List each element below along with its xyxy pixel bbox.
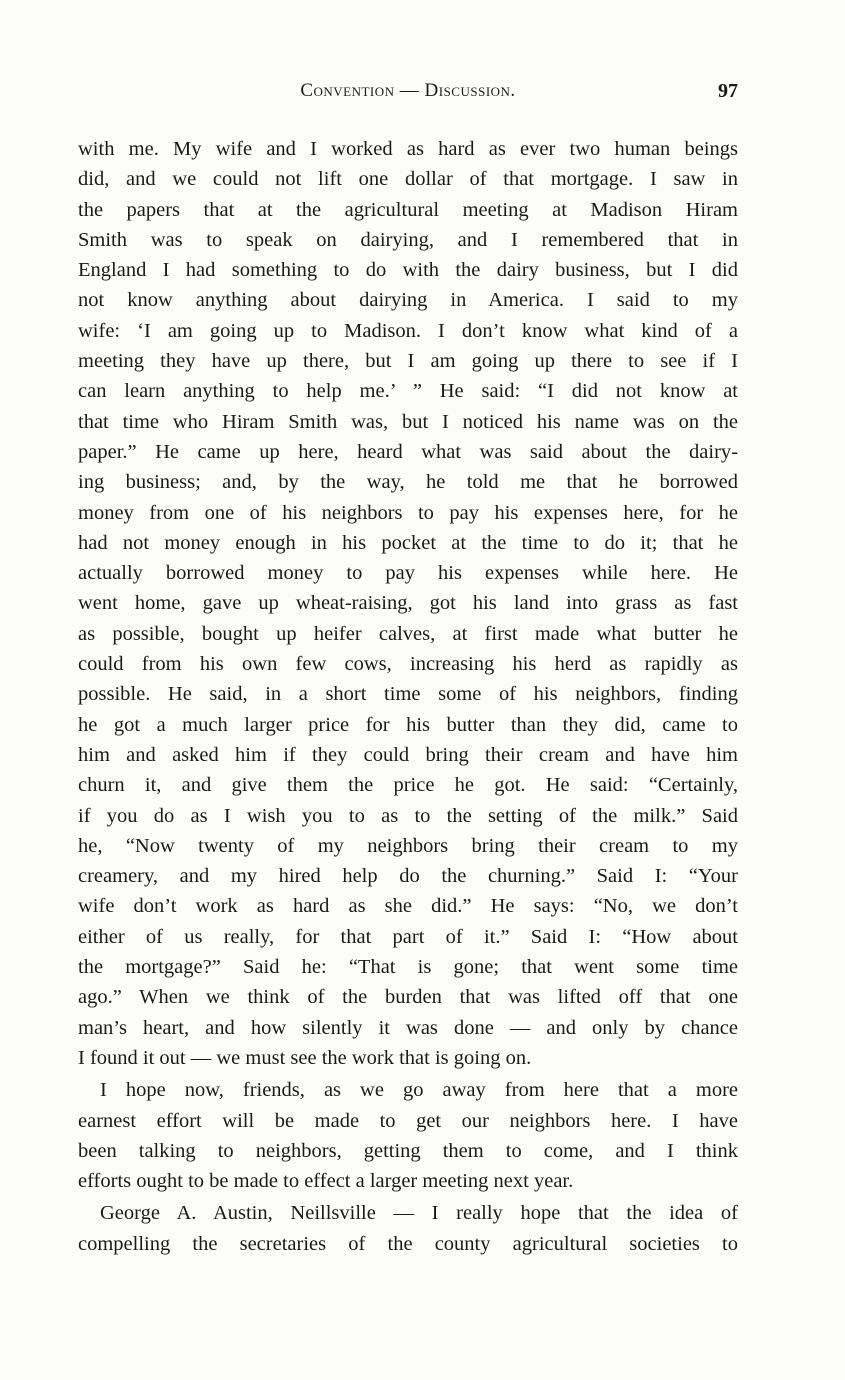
text-line: he, “Now twenty of my neighbors bring their cream to my	[78, 834, 738, 857]
paragraph	[78, 134, 738, 1073]
text-line: money from one of his neighbors to pay his expenses here, for he	[78, 501, 738, 524]
text-line: earnest effort will be made to get our neighbors here. I have	[78, 1109, 738, 1132]
text-line: ing business; and, by the way, he told me that he borrowed	[78, 471, 738, 494]
text-line: paper.” He came up here, heard what was said about the dairy-	[78, 440, 738, 463]
text-line: not know anything about dairying in America. I said to my	[78, 289, 738, 312]
text-line: actually borrowed money to pay his expenses while here. He	[78, 562, 738, 585]
body-text	[78, 134, 738, 1259]
text-line: England I had something to do with the dairy business, but I did	[78, 259, 738, 282]
paragraph	[78, 1075, 738, 1196]
text-line: possible. He said, in a short time some of his neighbors, finding	[78, 683, 738, 706]
text-line: wife: ‘I am going up to Madison. I don’t know what kind of a	[78, 319, 738, 342]
text-line: efforts ought to be made to effect a larger meeting next year.	[78, 1170, 574, 1193]
text-line: with me. My wife and I worked as hard as ever two human beings	[78, 138, 738, 160]
text-line: wife don’t work as hard as she did.” He says: “No, we don’t	[78, 895, 738, 918]
text-line: I found it out — we must see the work that is going on.	[78, 1046, 532, 1069]
text-line: went home, gave up wheat-raising, got his land into grass as fast	[78, 592, 738, 615]
text-line: if you do as I wish you to as to the setting of the milk.” Said	[78, 804, 738, 827]
running-head	[78, 80, 738, 108]
text-line: compelling the secretaries of the county agricultural societies to	[78, 1232, 738, 1255]
text-line: could from his own few cows, increasing his herd as rapidly as	[78, 653, 738, 676]
text-line: did, and we could not lift one dollar of that mortgage. I saw in	[78, 168, 738, 191]
text-line: him and asked him if they could bring their cream and have him	[78, 743, 738, 766]
text-line: that time who Hiram Smith was, but I noticed his name was on the	[78, 410, 738, 433]
running-title: Convention — Discussion.	[300, 80, 516, 101]
paragraph	[78, 1198, 738, 1259]
text-line: as possible, bought up heifer calves, at first made what butter he	[78, 622, 738, 645]
text-line: been talking to neighbors, getting them to come, and I think	[78, 1139, 738, 1162]
text-line: meeting they have up there, but I am going up there to see if I	[78, 350, 738, 373]
text-line: Smith was to speak on dairying, and I remembered that in	[78, 228, 738, 251]
page-number: 97	[718, 80, 738, 102]
text-line: George A. Austin, Neillsville — I really hope that the idea of	[100, 1202, 738, 1225]
text-line: either of us really, for that part of it.” Said I: “How about	[78, 925, 738, 948]
text-line: the mortgage?” Said he: “That is gone; that went some time	[78, 956, 738, 979]
text-line: ago.” When we think of the burden that was lifted off that one	[78, 986, 738, 1009]
text-line: had not money enough in his pocket at the time to do it; that he	[78, 531, 738, 554]
text-line: man’s heart, and how silently it was done — and only by chance	[78, 1016, 738, 1039]
text-line: creamery, and my hired help do the churning.” Said I: “Your	[78, 865, 738, 888]
text-line: churn it, and give them the price he got. He said: “Certainly,	[78, 774, 738, 797]
text-line: can learn anything to help me.’ ” He said: “I did not know at	[78, 380, 738, 403]
text-line: I hope now, friends, as we go away from here that a more	[100, 1079, 738, 1102]
text-line: he got a much larger price for his butter than they did, came to	[78, 713, 738, 736]
text-line: the papers that at the agricultural meeting at Madison Hiram	[78, 198, 738, 221]
